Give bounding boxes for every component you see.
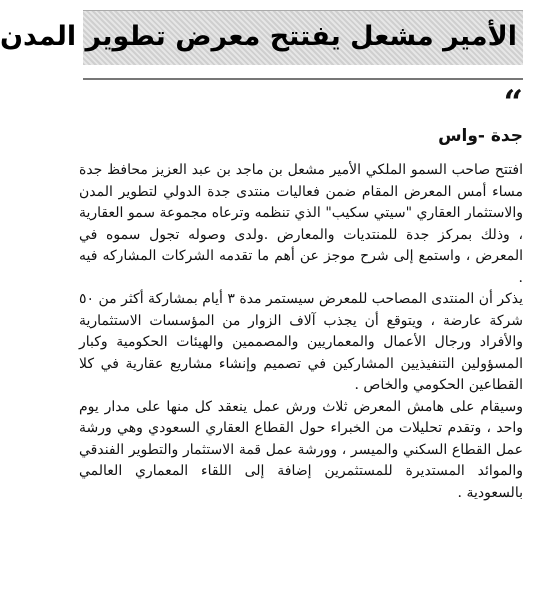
headline: الأمير مشعل يفتتح معرض تطوير المدن (0, 21, 517, 52)
headline-banner (0, 10, 523, 65)
divider-rule (83, 78, 523, 80)
article-paragraph-1: افتتح صاحب السمو الملكي الأمير مشعل بن ماجد بن عبد العزيز محافظ جدة مساء أمس المعرض المقام ضمن فعاليات منتدى جدة الدولي لتطوير المدن والاستثمار العقاري "سيتي سكيب" الذي تنظمه وترعاه مجموعة سمو العقارية ، وذلك بمركز جدة للمنتديات والمعارض .ولدى وصوله تجول سموه في المعرض ، واستمع إلى شرح موجز عن أهم ما تقدمه الشركات المشاركه فيه . (79, 162, 523, 286)
article-paragraph-3: وسيقام على هامش المعرض ثلاث ورش عمل ينعقد كل منها على مدار يوم واحد ، وتقدم تحليلات من الخبراء حول القطاع العقاري السعودي وهي ورشة عمل القطاع السكني والميسر ، وورشة عمل قمة الاستثمار والتطوير الفندقي والموائد المستديرة للمستثمرين إضافة إلى اللقاء المعماري العالمي بالسعودية . (79, 398, 523, 501)
article-body (79, 160, 523, 592)
quote-mark: “ (503, 83, 523, 123)
article-paragraph-2: يذكر أن المنتدى المصاحب للمعرض سيستمر مدة ٣ أيام بمشاركة أكثر من ٥٠ شركة عارضة ، ويتوقع أن يجذب آلاف الزوار من المؤسسات الاستثمارية والأفراد ورجال الأعمال والمعماريين والمصممين والهيئات الحكومية وكبار المسؤولين التنفيذيين المشاركين في تصميم وإنشاء مشاريع عقارية في كلا القطاعين الحكومي والخاص . (79, 291, 524, 393)
dateline: جدة -واس (438, 126, 523, 146)
